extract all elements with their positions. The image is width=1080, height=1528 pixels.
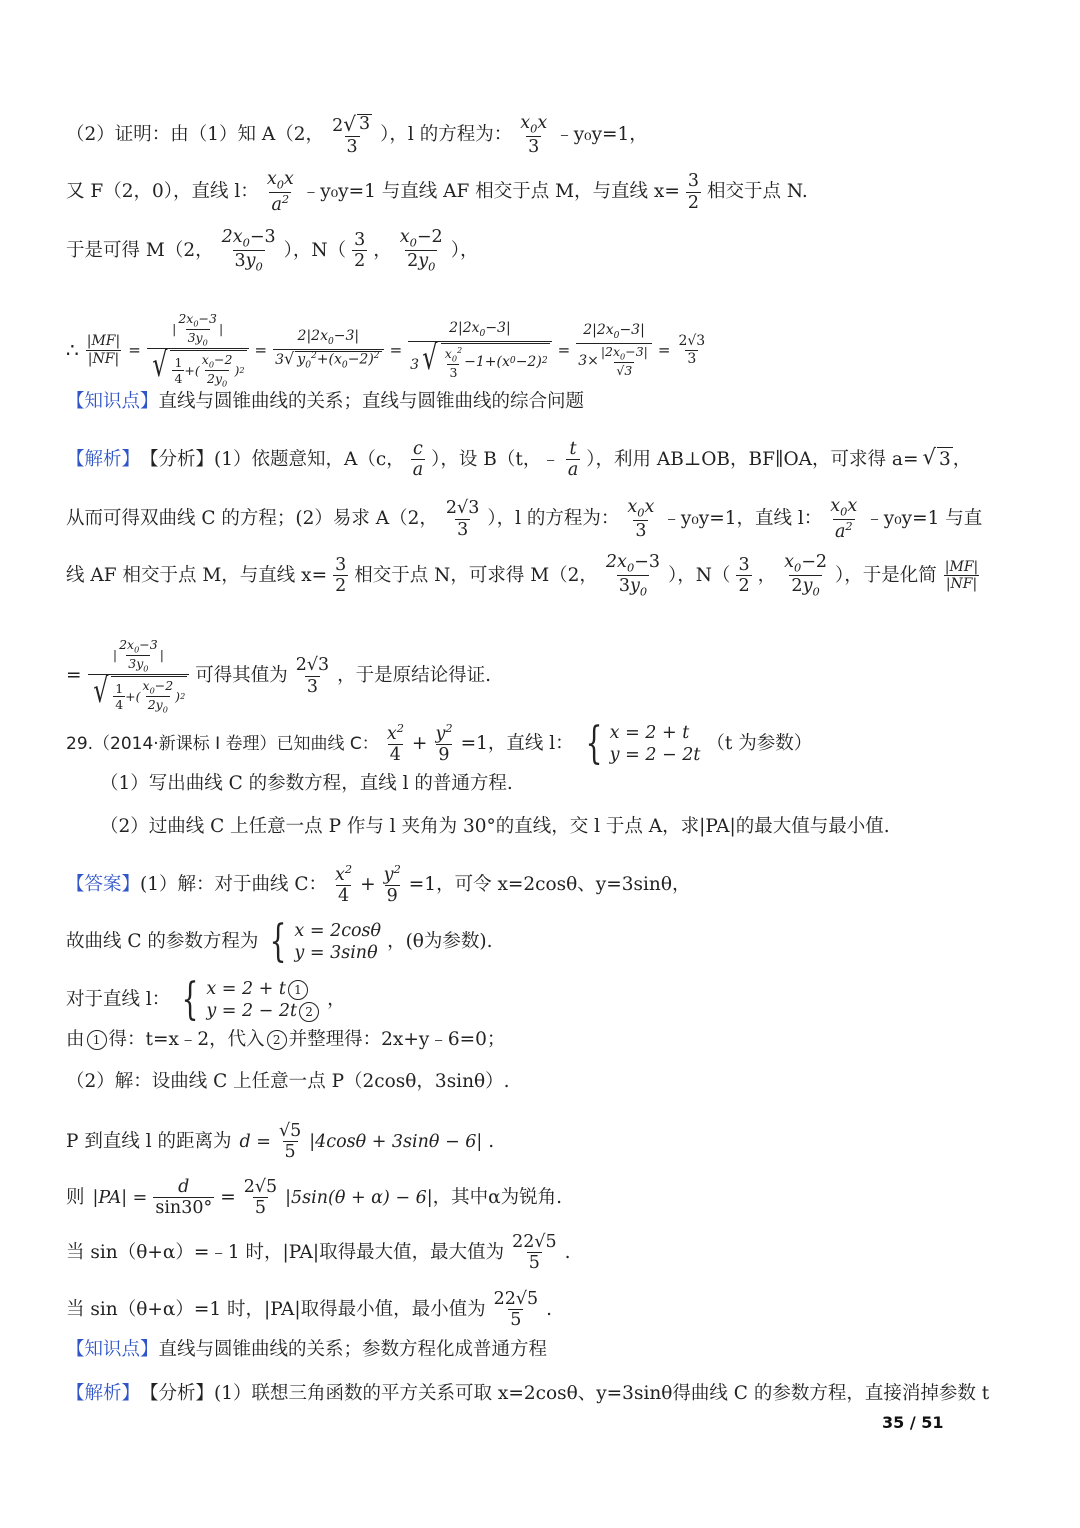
text: 于是可得 M（2， [66, 239, 214, 261]
text: （1）写出曲线 C 的参数方程，直线 l 的普通方程. [100, 773, 513, 794]
analysis-tag: 【解析】 [66, 448, 141, 470]
fraction: $\frac{2√5}{5}$ [243, 1177, 278, 1219]
text: 并整理得：2x+y﹣6=0； [288, 1029, 506, 1050]
knowledge-point-2 [66, 1338, 1020, 1362]
answer-line-3 [66, 974, 1020, 1025]
fraction: $2|2x_0-3|$ 3 √ $\frac{x_0^2}{3}$ −1+(x 0 −2) 2 [408, 321, 551, 379]
fraction: $\frac{x^2}{4}$ [335, 862, 353, 907]
fraction: $\frac{2√3}{3}$ [678, 332, 706, 367]
fraction: $\frac{d}{\sin 30^\circ}$ [155, 1177, 213, 1219]
text: =1，直线 l： [460, 733, 574, 754]
fraction: $\frac{x_0-2}{2y_0}$ [784, 552, 828, 599]
text: . [546, 1298, 553, 1320]
fraction: $\frac{x_0x}{a^2}$ [830, 496, 858, 543]
fraction: $\frac{x_0x}{3}$ [520, 113, 548, 158]
text: ），利用 AB⊥OB，BF∥OA，可求得 a= [586, 448, 919, 470]
circled-1: 1 [87, 1030, 107, 1050]
analysis-tag: 【解析】 [66, 1383, 141, 1404]
knowledge-tag: 【知识点】 [66, 1339, 159, 1360]
text: 则 [66, 1186, 85, 1208]
page-number: 35 / 51 [882, 1413, 944, 1432]
circled-2: 2 [267, 1030, 287, 1050]
question-head: 29.（2014·新课标 I 卷理）已知曲线 C： [66, 734, 379, 754]
fraction: $\frac{3}{2}$ [687, 171, 700, 213]
text: ﹣y₀y=1 与直 [865, 508, 983, 530]
sqrt: √ 3 [922, 445, 951, 471]
answer-line-7: 则 |PA| = $\frac{d}{\sin 30^\circ}$ = $\frac{2√5}{5}$ |5sin(θ + α) − 6| ，其中α为锐角. [66, 1177, 563, 1219]
text: 故曲线 C 的参数方程为 [66, 931, 259, 952]
text: ，于是原结论得证. [337, 665, 492, 687]
answer-line-5 [66, 1070, 1020, 1094]
text: =1，可令 x=2cosθ、y=3sinθ， [408, 873, 691, 895]
text: ），设 B（t，﹣ [431, 448, 560, 470]
proof-line-3 [66, 228, 1020, 274]
equation-system: { x = 2 + t y = 2 − 2t [585, 718, 701, 769]
fraction: $\frac{3}{2}$ [354, 230, 366, 272]
fraction: $\frac{c}{a}$ [412, 439, 424, 481]
text: ﹣y₀y=1，直线 l： [662, 508, 823, 530]
fraction: $\frac{|MF|}{|NF|}$ [944, 558, 979, 593]
text: 由 [66, 1029, 85, 1050]
text: . [488, 1130, 495, 1152]
fraction: $\frac{t}{a}$ [567, 439, 579, 481]
fraction: | $\frac{2x_0-3}{3y_0}$ | √ $\frac{1}{4}$ +( $\frac{x_0-2}{2y_0}$ ) 2 [147, 312, 249, 388]
text: ，其中α为锐角. [432, 1186, 563, 1208]
knowledge-tag: 【知识点】 [66, 391, 159, 412]
fraction: $\frac{x_0x}{a^2}$ [266, 169, 294, 216]
fraction: $\frac{3}{2}$ [335, 555, 347, 597]
text: ）， [450, 239, 479, 261]
text: ），N（ [283, 239, 347, 261]
analysis-line-3: 线 AF 相交于点 M，与直线 x= $\frac{3}{2}$ 相交于点 N，可求得 M（2， $\frac{2x_0-3}{3y_0}$ ），N（ $\frac{3}{2}$ ， $\frac{x_0-2}{2y_0}$ ），于是化简 $\frac{|MF|}{|NF|}$ [66, 552, 979, 599]
knowledge-point-1 [66, 390, 1020, 414]
equation-system: { x = 2 + t 1 y = 2 − 2t 2 [176, 978, 321, 1022]
analysis-line-1 [66, 440, 1020, 480]
therefore-symbol: ∴ [66, 338, 79, 363]
text: ），N（ [667, 564, 731, 586]
text: （2）解：设曲线 C 上任意一点 P（2cosθ，3sinθ）. [66, 1071, 510, 1092]
ratio-chain: ∴ $\frac{|MF|}{|NF|}$ = | $\frac{2x_0-3}{3y_0}$ | √ $\frac{1}{4}$ +( $\frac{x_0-2}{2y_0}$ ) 2 = $2|2x_0-3|$ 3 √ $y_0^2+(x_0-2)^2$ = $2|2x_0-3|$ 3 √ $\frac{x_0^2}{3}$ −1+(x 0 −2) 2 = $2|2x_0-3|$ 3× $\frac{|2x_0-3|}{√3}$ = $\frac{2√3}{3}$ [66, 311, 706, 389]
knowledge-text: 直线与圆锥曲线的关系；直线与圆锥曲线的综合问题 [158, 391, 585, 412]
proof-line-2 [66, 170, 1020, 215]
question-29: 29.（2014·新课标 I 卷理）已知曲线 C： $\frac{x^2}{4}$ + $\frac{y^2}{9}$ =1，直线 l： { x = 2 + t y = 2 − 2t （t 为参数） [66, 718, 813, 769]
text: ﹣y₀y=1， [555, 124, 648, 146]
answer-tag: 【答案】 [66, 873, 141, 895]
proof-line-1 [66, 114, 1020, 157]
text: 【分析】(1）联想三角函数的平方关系可取 x=2cosθ、y=3sinθ得曲线 C 的参数方程，直接消掉参数 t [140, 1383, 990, 1404]
text: ， [327, 989, 346, 1010]
text: ），l 的方程为： [487, 508, 620, 530]
text: 相交于点 N. [707, 181, 808, 203]
fraction: $\frac{|MF|}{|NF|}$ [86, 332, 121, 367]
text: 当 sin（θ+α）=1 时，|PA|取得最小值，最小值为 [66, 1298, 486, 1320]
text: 对于直线 l： [66, 989, 171, 1010]
text: （2）证明：由（1）知 A（2， [66, 124, 325, 146]
text: （2）过曲线 C 上任意一点 P 作与 l 夹角为 30°的直线，交 l 于点 A，求|PA|的最大值与最小值. [100, 816, 890, 837]
text: 又 F（2，0），直线 l： [66, 181, 259, 203]
text: （t 为参数） [706, 733, 813, 754]
answer-line-2 [66, 916, 1020, 967]
text: 得：t=x﹣2，代入 [108, 1029, 265, 1050]
answer-line-4 [66, 1028, 1020, 1052]
equation-system: { x = 2cosθ y = 3sinθ [270, 916, 382, 967]
fraction: $\frac{x_0x}{3}$ [627, 496, 655, 542]
fraction: $\frac{22√5}{5}$ [493, 1289, 539, 1331]
analysis-line-4 [66, 638, 1020, 714]
text: . [564, 1241, 571, 1263]
analysis-2 [66, 1382, 1020, 1406]
text: (1）解：对于曲线 C： [140, 873, 328, 895]
answer-line-6: P 到直线 l 的距离为 d = $\frac{√5}{5}$ |4cosθ + 3sinθ − 6| . [66, 1121, 495, 1163]
text: 从而可得双曲线 C 的方程；(2）易求 A（2， [66, 508, 438, 530]
fraction: $\frac{2x_0-3}{3y_0}$ [221, 227, 276, 274]
fraction: 2 √ 3 3 [332, 112, 371, 158]
fraction: $\frac{x^2}{4}$ [386, 721, 404, 766]
fraction: $\frac{2x_0-3}{3y_0}$ [605, 552, 660, 599]
fraction: $\frac{x_0-2}{2y_0}$ [399, 227, 443, 274]
text: P 到直线 l 的距离为 [66, 1130, 232, 1152]
text: ， [373, 239, 392, 261]
text: 当 sin（θ+α）=﹣1 时，|PA|取得最大值，最大值为 [66, 1241, 505, 1263]
text: ），于是化简 [835, 564, 937, 586]
fraction: $\frac{√5}{5}$ [278, 1121, 302, 1163]
fraction: $\frac{22√5}{5}$ [512, 1232, 557, 1274]
fraction: | $\frac{2x_0-3}{3y_0}$ | √ $\frac{1}{4}$ +( $\frac{x_0-2}{2y_0}$ ) 2 [88, 638, 190, 714]
answer-line-9 [66, 1290, 1020, 1330]
knowledge-text: 直线与圆锥曲线的关系；参数方程化成普通方程 [158, 1339, 548, 1360]
fraction: $\frac{3}{2}$ [738, 555, 750, 597]
answer-line-1: 【答案】 (1）解：对于曲线 C： $\frac{x^2}{4}$ + $\frac{y^2}{9}$ =1，可令 x=2cosθ、y=3sinθ， [66, 862, 691, 907]
answer-line-8 [66, 1233, 1020, 1273]
text: ， [952, 448, 972, 470]
text: ，(θ为参数). [387, 931, 493, 952]
fraction: $\frac{2√3}{3}$ [295, 655, 330, 697]
text: 相交于点 N，可求得 M（2， [354, 564, 598, 586]
question-29-part-1 [100, 772, 1020, 796]
text: ），l 的方程为： [380, 124, 513, 146]
text: = [66, 665, 82, 687]
fraction: $\frac{2√3}{3}$ [445, 498, 480, 540]
text: 【分析】(1）依题意知，A（c， [140, 448, 405, 470]
fraction: $\frac{y^2}{9}$ [435, 721, 453, 766]
text: ﹣y₀y=1 与直线 AF 相交于点 M，与直线 x= [301, 181, 680, 203]
text: 可得其值为 [195, 665, 288, 687]
fraction: $\frac{y^2}{9}$ [383, 862, 401, 907]
analysis-line-2 [66, 497, 1020, 542]
fraction: $2|2x_0-3|$ 3× $\frac{|2x_0-3|}{√3}$ [576, 323, 652, 377]
question-29-part-2 [100, 815, 1020, 839]
fraction: $2|2x_0-3|$ 3 √ $y_0^2+(x_0-2)^2$ [273, 329, 384, 370]
text: 线 AF 相交于点 M，与直线 x= [66, 564, 328, 586]
